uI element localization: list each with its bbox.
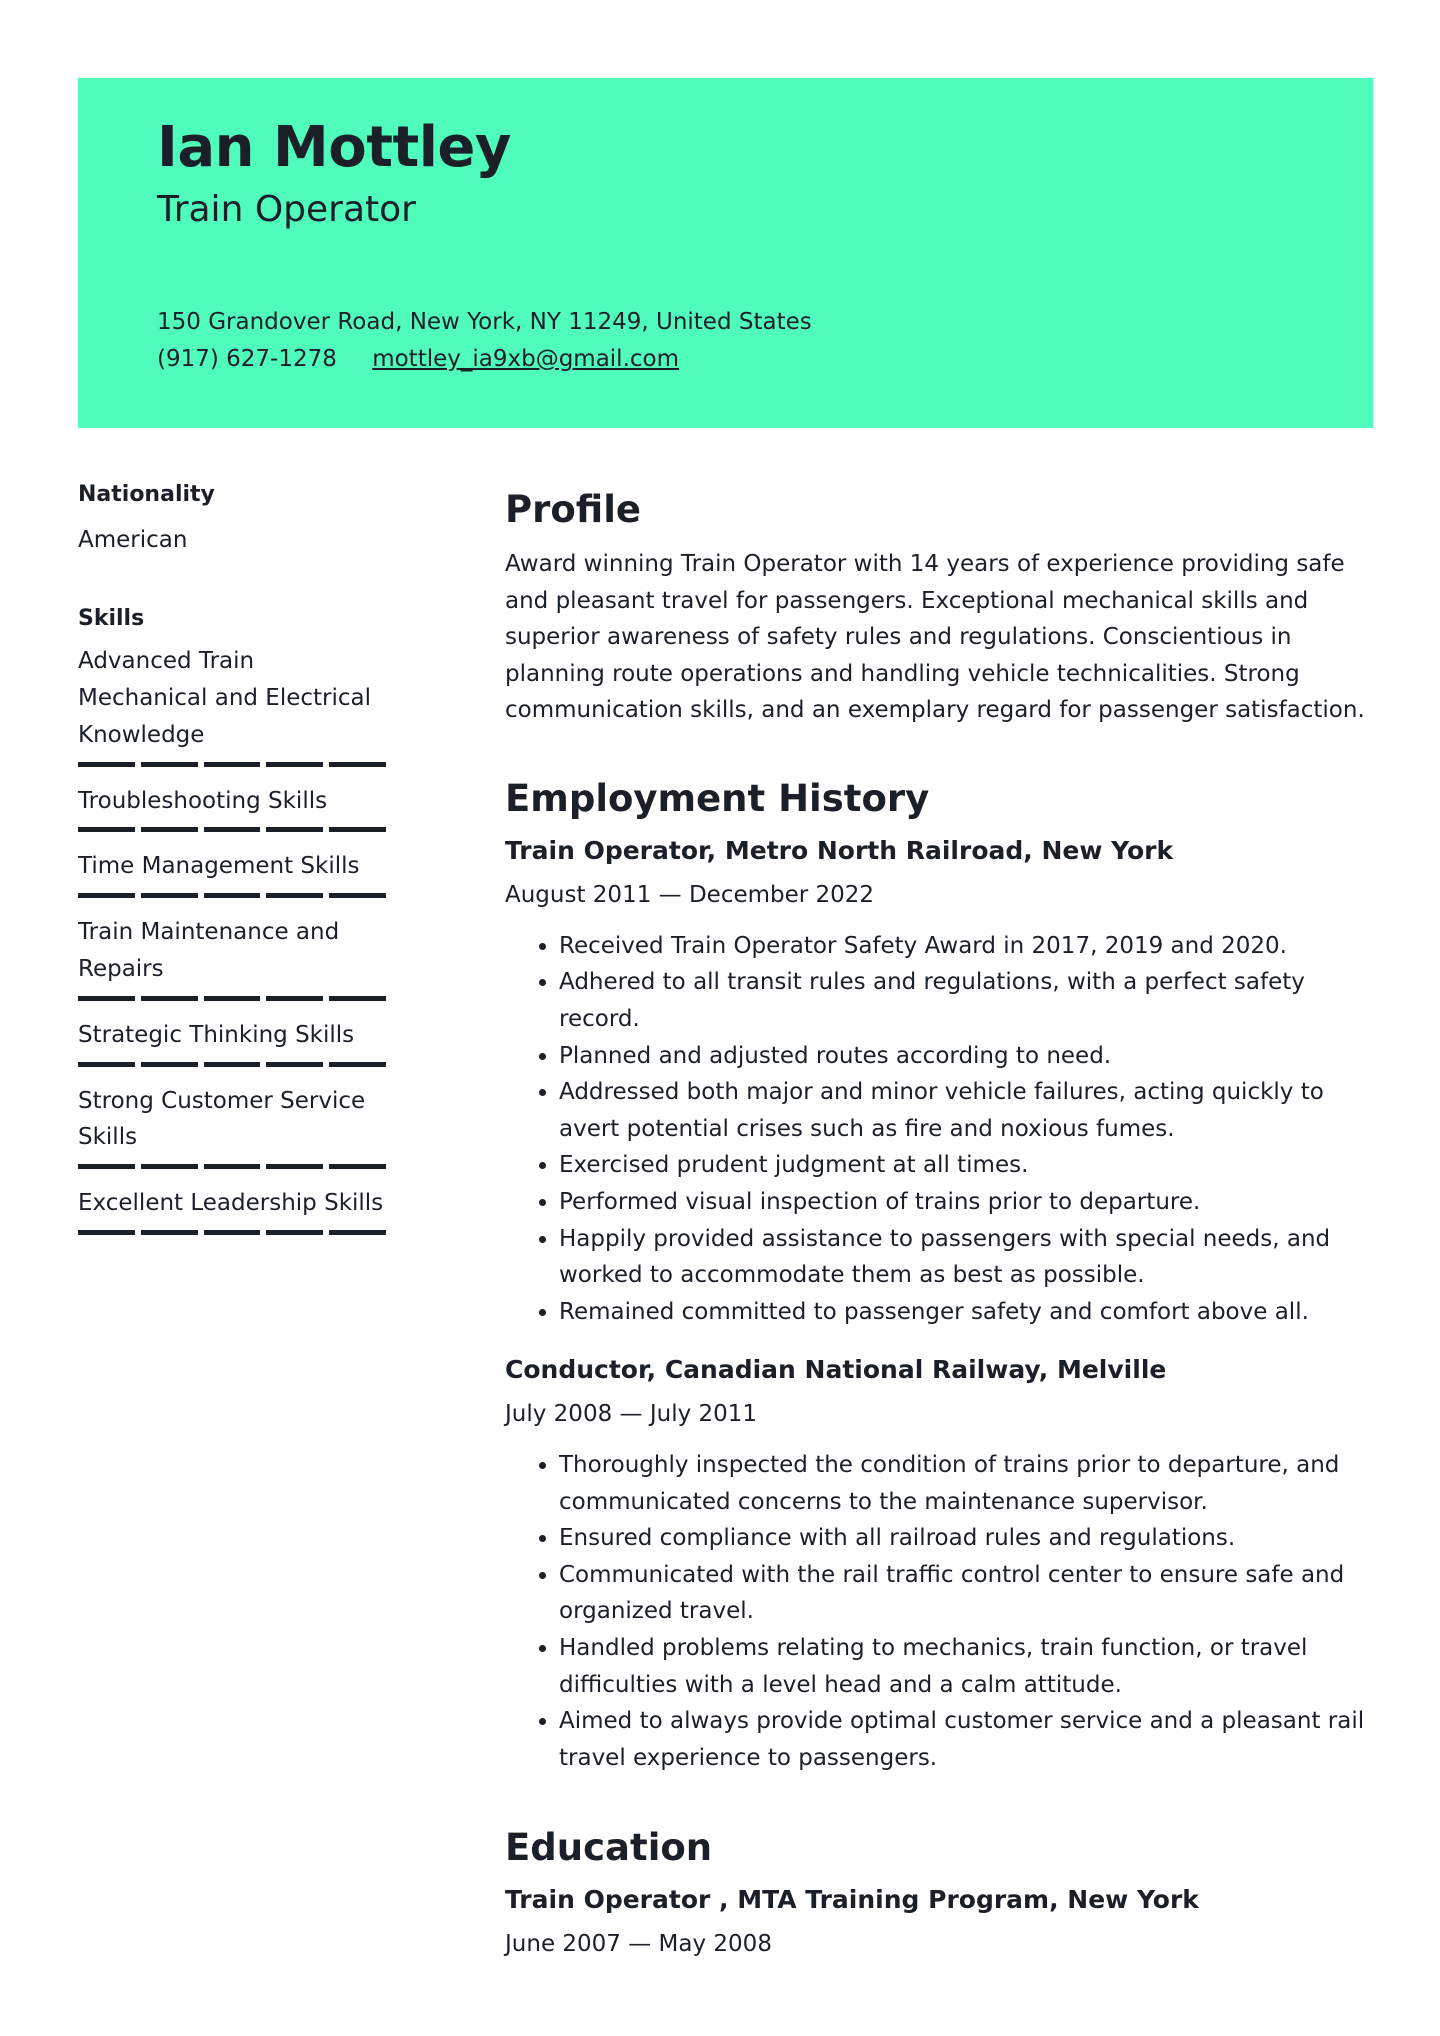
job-dates: August 2011 — December 2022 — [505, 882, 875, 909]
skills-label: Skills — [78, 606, 145, 632]
job-bullet: • Received Train Operator Safety Award in 2017, 2019 and 2020. — [559, 928, 1373, 965]
skill-level-bar — [78, 996, 386, 1001]
skill-level-segment — [141, 893, 198, 898]
skill-name: Strong Customer Service Skills — [78, 1087, 366, 1151]
skill-level-segment — [78, 1230, 135, 1235]
skill-level-segment — [204, 1230, 261, 1235]
skill-level-segment — [204, 1062, 261, 1067]
job-bullet: • Thoroughly inspected the condition of trains prior to departure, and communicated concerns to the maintenance supervisor. — [559, 1447, 1373, 1520]
skill-level-segment — [266, 1164, 323, 1169]
candidate-name: Ian Mottley — [157, 115, 511, 180]
skill-level-segment — [204, 762, 261, 767]
profile-text: Award winning Train Operator with 14 years of experience providing safe and pleasant travel for passengers. Exceptional mechanical skills and superior awareness of safety rules and regulations. Conscientious in planning route operations and handling vehicle technicalities. Strong communication skills, and an exemplary regard for passenger satisfaction. — [505, 551, 1365, 724]
skill-name: Excellent Leadership Skills — [78, 1190, 384, 1217]
skill-level-segment — [329, 827, 386, 832]
job-bullet: • Ensured compliance with all railroad rules and regulations. — [559, 1520, 1373, 1557]
skill-item — [78, 848, 386, 898]
contact-phone: (917) 627-1278 — [157, 346, 337, 372]
job-bullet: • Remained committed to passenger safety and comfort above all. — [559, 1294, 1373, 1331]
skill-item — [78, 1017, 386, 1067]
skill-list — [78, 643, 386, 1235]
skill-name: Troubleshooting Skills — [78, 787, 328, 814]
resume-header — [78, 78, 1373, 428]
skill-level-segment — [329, 762, 386, 767]
job-bullet: • Handled problems relating to mechanics, train function, or travel difficulties with a level head and a calm attitude. — [559, 1630, 1373, 1703]
skill-level-segment — [78, 1062, 135, 1067]
skill-level-segment — [266, 1062, 323, 1067]
skill-level-segment — [78, 996, 135, 1001]
skill-level-bar — [78, 1062, 386, 1067]
job-bullet-list — [505, 928, 1373, 1331]
skill-item — [78, 1083, 386, 1170]
job-bullet: • Aimed to always provide optimal customer service and a pleasant rail travel experience to passengers. — [559, 1703, 1373, 1776]
job-bullet: • Communicated with the rail traffic control center to ensure safe and organized travel. — [559, 1557, 1373, 1630]
sidebar — [78, 480, 386, 1251]
education-dates: June 2007 — May 2008 — [505, 1931, 772, 1958]
skill-level-segment — [204, 996, 261, 1001]
job-bullet: • Adhered to all transit rules and regulations, with a perfect safety record. — [559, 964, 1373, 1037]
contact-address: 150 Grandover Road, New York, NY 11249, United States — [157, 309, 812, 335]
skill-level-segment — [266, 1230, 323, 1235]
skill-level-segment — [266, 996, 323, 1001]
skill-level-segment — [329, 996, 386, 1001]
profile-title: Profile — [505, 488, 641, 531]
nationality-label: Nationality — [78, 482, 215, 507]
skill-level-segment — [141, 1164, 198, 1169]
job-entry — [505, 1352, 1373, 1776]
job-heading: Train Operator, Metro North Railroad, New York — [505, 836, 1174, 866]
skill-level-segment — [141, 827, 198, 832]
skill-level-segment — [329, 1164, 386, 1169]
skill-item — [78, 1185, 386, 1235]
skill-level-segment — [204, 827, 261, 832]
skill-name: Advanced Train Mechanical and Electrical Knowledge — [78, 648, 372, 748]
jobs-container — [505, 833, 1373, 1776]
skill-level-segment — [329, 1230, 386, 1235]
contact-line — [157, 345, 679, 375]
job-heading: Conductor, Canadian National Railway, Melville — [505, 1355, 1167, 1385]
skill-level-segment — [141, 1062, 198, 1067]
job-bullet: • Performed visual inspection of trains prior to departure. — [559, 1184, 1373, 1221]
skill-level-segment — [266, 827, 323, 832]
skill-item — [78, 914, 386, 1001]
education-heading: Train Operator , MTA Training Program, New York — [505, 1885, 1199, 1915]
skill-level-bar — [78, 1230, 386, 1235]
job-bullet: • Planned and adjusted routes according to need. — [559, 1038, 1373, 1075]
skill-level-bar — [78, 893, 386, 898]
skill-item — [78, 643, 386, 766]
job-bullet: • Addressed both major and minor vehicle failures, acting quickly to avert potential crises such as fire and noxious fumes. — [559, 1074, 1373, 1147]
skill-level-segment — [78, 1164, 135, 1169]
main-content — [505, 486, 1373, 1963]
skill-level-segment — [204, 893, 261, 898]
skill-level-segment — [329, 1062, 386, 1067]
skill-level-segment — [78, 762, 135, 767]
job-dates: July 2008 — July 2011 — [505, 1401, 758, 1428]
skill-level-segment — [141, 996, 198, 1001]
job-bullet: • Exercised prudent judgment at all times. — [559, 1147, 1373, 1184]
job-bullet: • Happily provided assistance to passengers with special needs, and worked to accommodate them as best as possible. — [559, 1221, 1373, 1294]
candidate-job-title: Train Operator — [157, 189, 416, 230]
skill-level-segment — [78, 827, 135, 832]
skill-level-segment — [141, 1230, 198, 1235]
skill-level-bar — [78, 827, 386, 832]
skill-level-segment — [78, 893, 135, 898]
skill-level-segment — [266, 893, 323, 898]
skill-level-bar — [78, 762, 386, 767]
skill-name: Train Maintenance and Repairs — [78, 919, 340, 983]
skill-name: Strategic Thinking Skills — [78, 1021, 355, 1048]
education-title: Education — [505, 1826, 713, 1870]
job-entry — [505, 833, 1373, 1330]
skill-item — [78, 783, 386, 833]
skill-level-segment — [141, 762, 198, 767]
skill-level-segment — [204, 1164, 261, 1169]
nationality-value: American — [78, 526, 188, 553]
employment-title: Employment History — [505, 777, 930, 821]
skill-level-segment — [266, 762, 323, 767]
contact-email-link[interactable]: mottley_ia9xb@gmail.com — [372, 346, 680, 372]
job-bullet-list — [505, 1447, 1373, 1776]
skill-level-bar — [78, 1164, 386, 1169]
skill-level-segment — [329, 893, 386, 898]
skill-name: Time Management Skills — [78, 853, 360, 880]
